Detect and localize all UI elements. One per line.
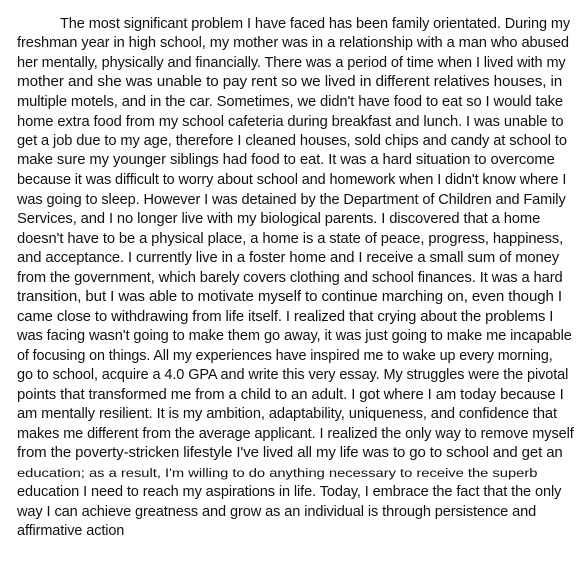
essay-line: make sure my younger siblings had food to eat. It was a hard situation to overcome	[17, 152, 555, 168]
essay-line: am mentally resilient. It is my ambition, adaptability, uniqueness, and confidence that	[17, 406, 557, 422]
essay-line: education; as a result, I'm willing to do anything necessary to receive the superb	[17, 466, 538, 480]
essay-line: was facing wasn't going to make them go away, it was just going to make me incapable	[17, 328, 572, 344]
essay-line: came close to withdrawing from life itself. I realized that crying about the problems I	[17, 309, 554, 325]
essay-line: and acceptance. I currently live in a foster home and I receive a small sum of money	[17, 250, 560, 266]
essay-line: of focusing on things. All my experiences have inspired me to wake up every morning,	[17, 348, 553, 364]
essay-line: multiple motels, and in the car. Sometimes, we didn't have food to eat so I would take	[17, 94, 563, 110]
essay-line: affirmative action	[17, 523, 125, 539]
essay-line: from the government, which barely covers clothing and school finances. It was a hard	[17, 270, 563, 286]
essay-line: home extra food from my school cafeteria during breakfast and lunch. I was unable to	[17, 114, 564, 130]
essay-line: way I can achieve greatness and grow as an individual is through persistence and	[17, 504, 537, 520]
essay-line: from the poverty-stricken lifestyle I've lived all my life was to go to school and get an	[17, 445, 563, 461]
essay-line: transition, but I was able to motivate myself to continue marching on, even though I	[17, 289, 563, 305]
essay-line: because it was difficult to worry about school and homework when I didn't know where I	[17, 172, 567, 188]
essay-line: go to school, acquire a 4.0 GPA and write this very essay. My struggles were the pivotal	[17, 367, 569, 383]
essay-line: education I need to reach my aspirations in life. Today, I embrace the fact that the only	[17, 484, 562, 500]
essay-line: mother and she was unable to pay rent so we lived in different relatives houses, in	[17, 74, 563, 90]
essay-line: freshman year in high school, my mother was in a relationship with a man who abused	[17, 35, 569, 51]
essay-line: Services, and I no longer live with my biological parents. I discovered that a home	[17, 211, 541, 227]
essay-line: was going to sleep. However I was detained by the Department of Children and Family	[17, 192, 566, 208]
essay-line: points that transformed me from a child to an adult. I got where I am today because I	[17, 387, 564, 403]
essay-line: doesn't have to be a physical place, a home is a state of peace, progress, happiness,	[17, 231, 564, 247]
essay-line: makes me different from the average applicant. I realized the only way to remove myself	[17, 426, 574, 442]
essay-line: get a job due to my age, therefore I cleaned houses, sold chips and candy at school to	[17, 133, 567, 149]
essay-line: The most significant problem I have faced has been family orientated. During my	[60, 16, 571, 32]
essay-line: her mentally, physically and financially. There was a period of time when I lived with my	[17, 55, 566, 71]
